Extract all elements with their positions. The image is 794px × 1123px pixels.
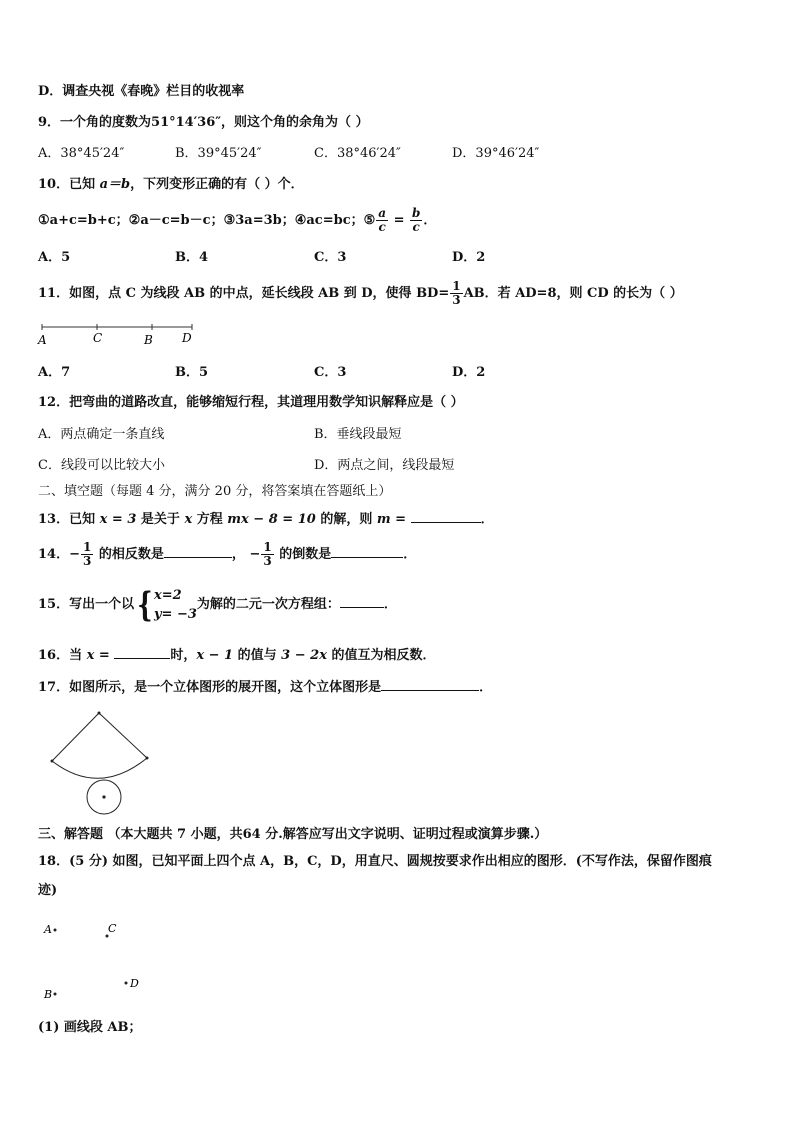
q11-option-d: D．2 [452,365,486,380]
q9-option-d: D．39°46′24″ [452,146,540,161]
q11-frac: $\frac{1}{3}$ [452,279,461,307]
q9-option-b: B．39°45′24″ [175,146,262,161]
q10-option-d: D．2 [452,250,486,265]
q9-option-a: A．38°45′24″ [38,146,125,161]
q16-blank [114,645,170,659]
q18-line2: 迹) [38,883,58,898]
q11-option-c: C．3 [314,365,347,380]
q12-option-c: C．线段可以比较大小 [38,458,165,473]
q11-label-d: D [182,331,192,345]
q10-frac-b: $\frac{b}{c}$ [412,206,421,234]
q12-option-a: A．两点确定一条直线 [38,427,165,442]
q18-label-b: B [44,988,53,1001]
q14-frac-2: $\frac{1}{3}$ [263,540,272,568]
q15-blank [340,594,384,608]
q18-label-a: A [44,923,52,936]
q14-frac-1: $\frac{1}{3}$ [83,540,92,568]
q10-option-c: C．3 [314,250,347,265]
q18-label-c: C [108,922,117,935]
q13: 13．已知 x = 3 是关于 x 方程 mx − 8 = 10 的解，则 m = ． [38,509,494,529]
q11-segment-figure [34,320,204,350]
q9-option-c: C．38°46′24″ [314,146,401,161]
q17-blank [381,677,479,691]
q11-label-b: B [144,333,153,347]
q10-frac-a: $\frac{a}{c}$ [378,206,387,234]
q16: 16．当 x = 时，x − 1 的值与 3 − 2x 的值互为相反数． [38,645,435,665]
q18-sub1: (1) 画线段 AB； [38,1020,142,1035]
q9-stem: 9．一个角的度数为51°14′36″，则这个角的余角为（ ） [38,115,369,130]
q10-items: ①a+c=b+c；②a－c=b－c；③3a=3b；④ac=bc；⑤ $\frac{a}{c}$ = $\frac{b}{c}$ ． [38,206,437,234]
q17-net-figure [40,705,165,820]
q18-line1: 18．(5 分) 如图，已知平面上四个点 A，B，C，D，用直尺、圆规按要求作出相应的图形．(不写作法，保留作图痕 [38,854,712,869]
q18-points-figure [40,915,160,1010]
q11-option-a: A．7 [38,365,71,380]
q11-label-c: C [93,331,103,345]
q14-blank-2 [331,544,403,558]
q15: 15．写出一个以{ x=2 y= −3 为解的二元一次方程组： ． [38,584,397,625]
section2-heading: 二、填空题（每题 4 分，满分 20 分，将答案填在答题纸上） [38,484,392,499]
q12-stem: 12．把弯曲的道路改直，能够缩短行程，其道理用数学知识解释应是（ ） [38,395,464,410]
q12-option-d: D．两点之间，线段最短 [314,458,455,473]
q14: 14．− $\frac{1}{3}$ 的相反数是 ， − $\frac{1}{3}$ 的倒数是 ． [38,540,417,568]
q15-system: x=2 y= −3 [153,587,197,622]
q14-blank-1 [164,544,232,558]
q18-label-d: D [130,977,139,990]
q10-option-a: A．5 [38,250,71,265]
q13-answer-blank [411,509,481,523]
q8-option-d: D．调查央视《春晚》栏目的收视率 [38,84,245,99]
q17: 17．如图所示，是一个立体图形的展开图，这个立体图形是 ． [38,677,492,697]
q11-stem: 11．如图，点 C 为线段 AB 的中点，延长线段 AB 到 D，使得 BD= $\frac{1}{3}$ AB．若 AD=8，则 CD 的长为（ ） [38,279,683,307]
q11-option-b: B．5 [175,365,209,380]
q10-stem: 10．已知 a＝b，下列变形正确的有（ ）个． [38,177,304,192]
q11-label-a: A [38,333,47,347]
section3-heading: 三、解答题 （本大题共 7 小题，共64 分.解答应写出文字说明、证明过程或演算步骤.） [38,827,548,842]
q12-option-b: B．垂线段最短 [314,427,402,442]
q10-option-b: B．4 [175,250,209,265]
